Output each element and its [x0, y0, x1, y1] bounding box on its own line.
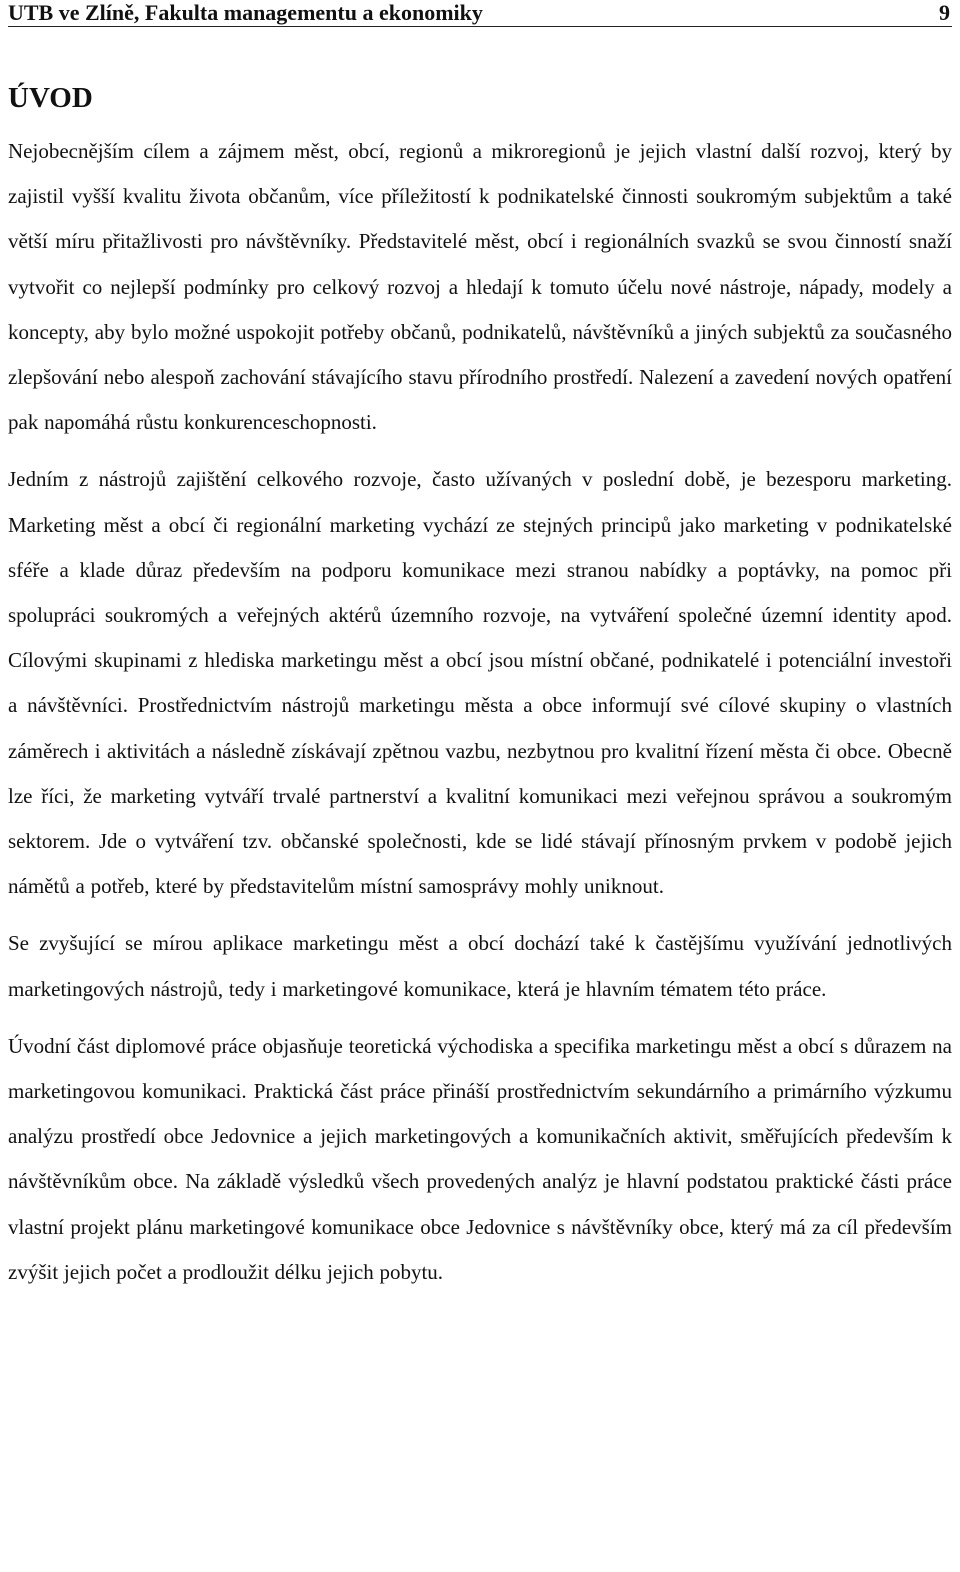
document-page — [8, 0, 952, 1307]
chapter-title: ÚVOD — [8, 82, 93, 114]
paragraph-4: Úvodní část diplomové práce objasňuje teoretická východiska a specifika marketingu měst a obcí s důrazem na marketingovou komunikaci. Praktická část práce přináší prostřednictvím sekundárního a primárního výzkumu analýzu prostředí obce Jedovnice a jejich marketingových a komunikačních aktivit, směřujících především k návštěvníkům obce. Na základě výsledků všech provedených analýz je hlavní podstatou praktické části práce vlastní projekt plánu marketingové komunikace obce Jedovnice s návštěvníky obce, který má za cíl především zvýšit jejich počet a prodloužit délku jejich pobytu. — [8, 1033, 952, 1284]
paragraph-2: Jedním z nástrojů zajištění celkového rozvoje, často užívaných v poslední době, je bezesporu marketing. Marketing měst a obcí či regionální marketing vychází ze stejných principů jako marketing v podnikatelské sféře a klade důraz především na podporu komunikace mezi stranou nabídky a poptávky, na pomoc při spolupráci soukromých a veřejných aktérů územního rozvoje, na vytváření společné územní identity apod. Cílovými skupinami z hlediska marketingu měst a obcí jsou místní občané, podnikatelé i potenciální investoři a návštěvníci. Prostřednictvím nástrojů marketingu města a obce informují své cílové skupiny o vlastních záměrech i aktivitách a následně získávají zpětnou vazbu, nezbytnou pro kvalitní řízení města či obce. Obecně lze říci, že marketing vytváří trvalé partnerství a kvalitní komunikaci mezi veřejnou správou a soukromým sektorem. Jde o vytváření tzv. občanské společnosti, kde se lidé stávají přínosným prvkem v podobě jejich námětů a potřeb, které by představitelům místní samosprávy mohly uniknout. — [8, 467, 952, 899]
running-header — [8, 0, 952, 27]
paragraph-3: Se zvyšující se mírou aplikace marketingu měst a obcí dochází také k častějšímu využívání jednotlivých marketingových nástrojů, tedy i marketingové komunikace, která je hlavním tématem této práce. — [8, 931, 952, 1001]
header-title: UTB ve Zlíně, Fakulta managementu a ekonomiky — [8, 0, 483, 25]
page-number: 9 — [939, 0, 950, 25]
paragraph-1: Nejobecnějším cílem a zájmem měst, obcí, regionů a mikroregionů je jejich vlastní další rozvoj, který by zajistil vyšší kvalitu života občanům, více příležitostí k podnikatelské činnosti soukromým subjektům a také větší míru přitažlivosti pro návštěvníky. Představitelé měst, obcí i regionálních svazků se svou činností snaží vytvořit co nejlepší podmínky pro celkový rozvoj a hledají k tomuto účelu nové nástroje, nápady, modely a koncepty, aby bylo možné uspokojit potřeby občanů, podnikatelů, návštěvníků a jiných subjektů za současného zlepšování nebo alespoň zachování stávajícího stavu přírodního prostředí. Nalezení a zavedení nových opatření pak napomáhá růstu konkurenceschopnosti. — [8, 139, 952, 435]
body-text — [8, 129, 952, 1295]
